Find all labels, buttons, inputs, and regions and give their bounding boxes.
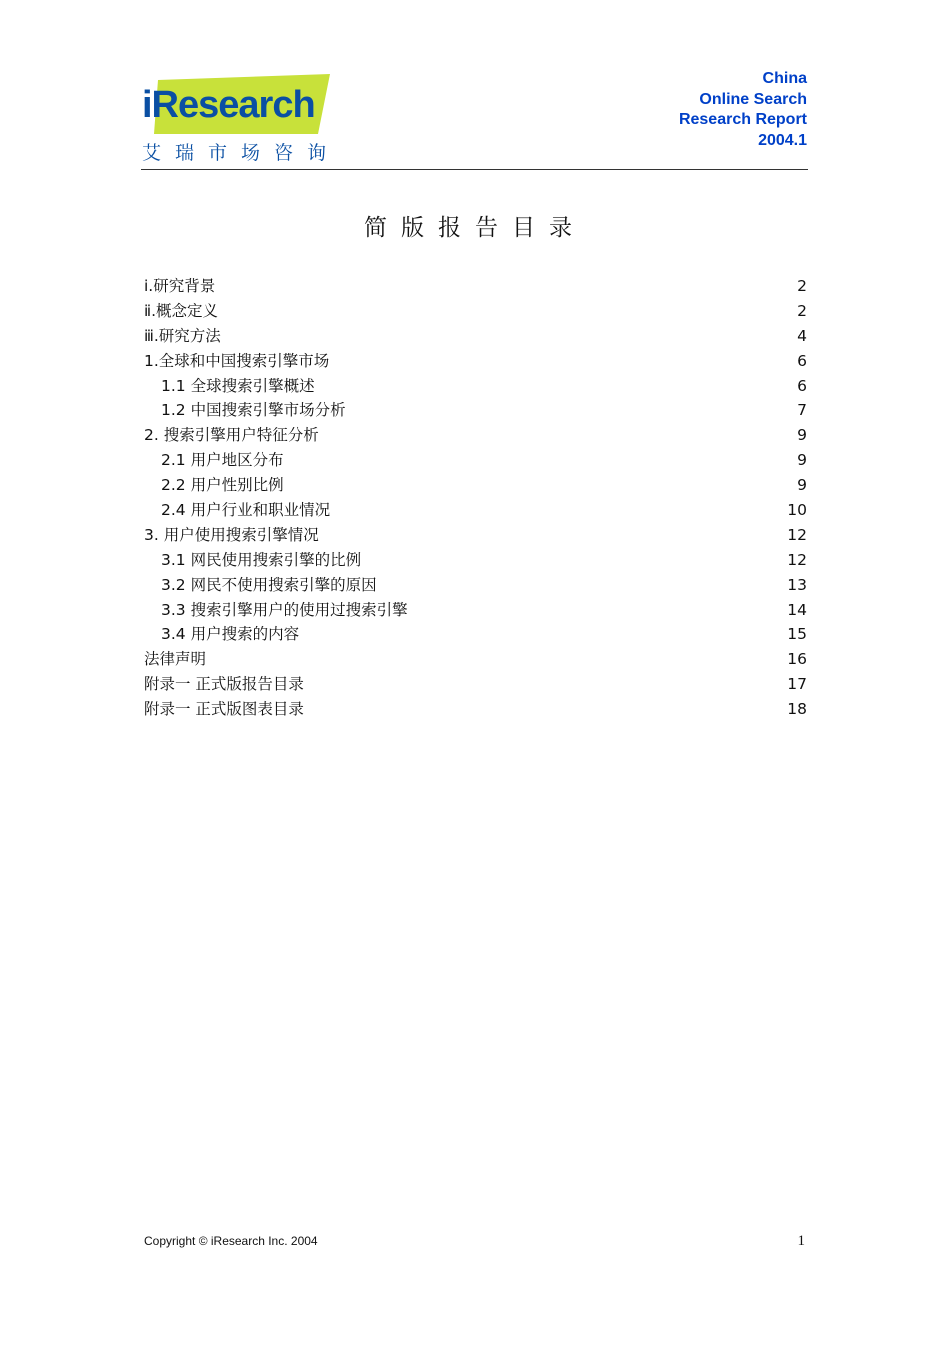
toc-entry[interactable]: [144, 598, 807, 623]
toc-entry-page: 16: [787, 650, 807, 669]
toc-entry[interactable]: [144, 672, 807, 697]
toc-entry-label: 3.1 网民使用搜索引擎的比例: [161, 550, 362, 569]
toc-entry-page: 10: [787, 501, 807, 520]
toc-entry-page: 2: [797, 277, 807, 295]
toc-entry-page: 18: [787, 700, 807, 719]
toc-entry[interactable]: [144, 448, 807, 473]
toc-entry-page: 12: [787, 525, 807, 544]
report-title-line: Research Report: [678, 111, 807, 128]
toc-entry[interactable]: [144, 697, 807, 722]
toc-entry-label: 3. 用户使用搜索引擎情况: [144, 525, 319, 544]
report-title-line: 2004.1: [758, 131, 807, 149]
toc-entry[interactable]: [144, 573, 807, 598]
toc-entry-page: 13: [787, 575, 807, 594]
toc-entry-label: ⅱ.概念定义: [144, 301, 219, 320]
toc-entry[interactable]: [144, 374, 807, 399]
toc-entry-page: 14: [787, 600, 807, 619]
toc-entry[interactable]: [144, 523, 807, 548]
toc-entry-label: 附录一 正式版报告目录: [144, 675, 304, 694]
toc-entry-label: ⅰ.研究背景: [144, 277, 216, 295]
toc-entry[interactable]: [144, 274, 807, 299]
toc-entry-label: 1.全球和中国搜索引擎市场: [144, 351, 330, 370]
report-title: [679, 69, 807, 151]
toc-entry-page: 9: [797, 451, 807, 470]
toc-entry-label: ⅲ.研究方法: [144, 326, 221, 345]
toc-entry[interactable]: [144, 473, 807, 498]
toc-entry-page: 9: [797, 476, 807, 495]
toc-entry[interactable]: [144, 622, 807, 647]
toc-entry-label: 2.4 用户行业和职业情况: [161, 501, 331, 520]
report-title-line: Online Search: [699, 90, 807, 108]
footer-copyright: Copyright © iResearch Inc. 2004: [144, 1234, 318, 1248]
company-logo: [140, 72, 340, 164]
toc-entry-page: 15: [787, 625, 807, 644]
table-of-contents: [144, 274, 807, 722]
report-title-line: China: [762, 70, 807, 87]
toc-entry-page: 2: [797, 301, 807, 320]
toc-entry-label: 3.2 网民不使用搜索引擎的原因: [161, 575, 377, 594]
toc-entry-label: 1.1 全球搜索引擎概述: [161, 376, 315, 395]
header-divider: [141, 169, 808, 170]
logo-chinese-name: 艾瑞市场咨询: [142, 142, 341, 164]
toc-entry[interactable]: [144, 498, 807, 523]
toc-entry-label: 3.4 用户搜索的内容: [161, 625, 300, 644]
toc-entry-page: 17: [787, 675, 807, 694]
toc-entry-page: 6: [797, 351, 807, 370]
toc-entry-page: 7: [797, 401, 807, 420]
toc-entry-label: 3.3 搜索引擎用户的使用过搜索引擎: [161, 600, 408, 619]
toc-entry-page: 6: [797, 376, 807, 395]
toc-entry[interactable]: [144, 398, 807, 423]
logo-wordmark: iResearch: [142, 84, 315, 126]
toc-entry[interactable]: [144, 299, 807, 324]
toc-entry[interactable]: [144, 647, 807, 672]
toc-entry[interactable]: [144, 349, 807, 374]
toc-entry-page: 9: [797, 426, 807, 445]
toc-entry-label: 2.1 用户地区分布: [161, 451, 284, 470]
toc-entry[interactable]: [144, 423, 807, 448]
toc-entry-label: 2. 搜索引擎用户特征分析: [144, 426, 319, 445]
toc-entry-label: 附录一 正式版图表目录: [144, 700, 304, 719]
toc-entry[interactable]: [144, 324, 807, 349]
toc-entry[interactable]: [144, 548, 807, 573]
toc-entry-label: 法律声明: [144, 650, 207, 669]
toc-heading: 简版报告目录: [364, 215, 586, 241]
toc-entry-page: 12: [787, 550, 807, 569]
toc-entry-label: 1.2 中国搜索引擎市场分析: [161, 401, 346, 420]
toc-entry-label: 2.2 用户性别比例: [161, 476, 284, 495]
footer-page-number: 1: [797, 1233, 805, 1249]
toc-entry-page: 4: [797, 326, 807, 345]
